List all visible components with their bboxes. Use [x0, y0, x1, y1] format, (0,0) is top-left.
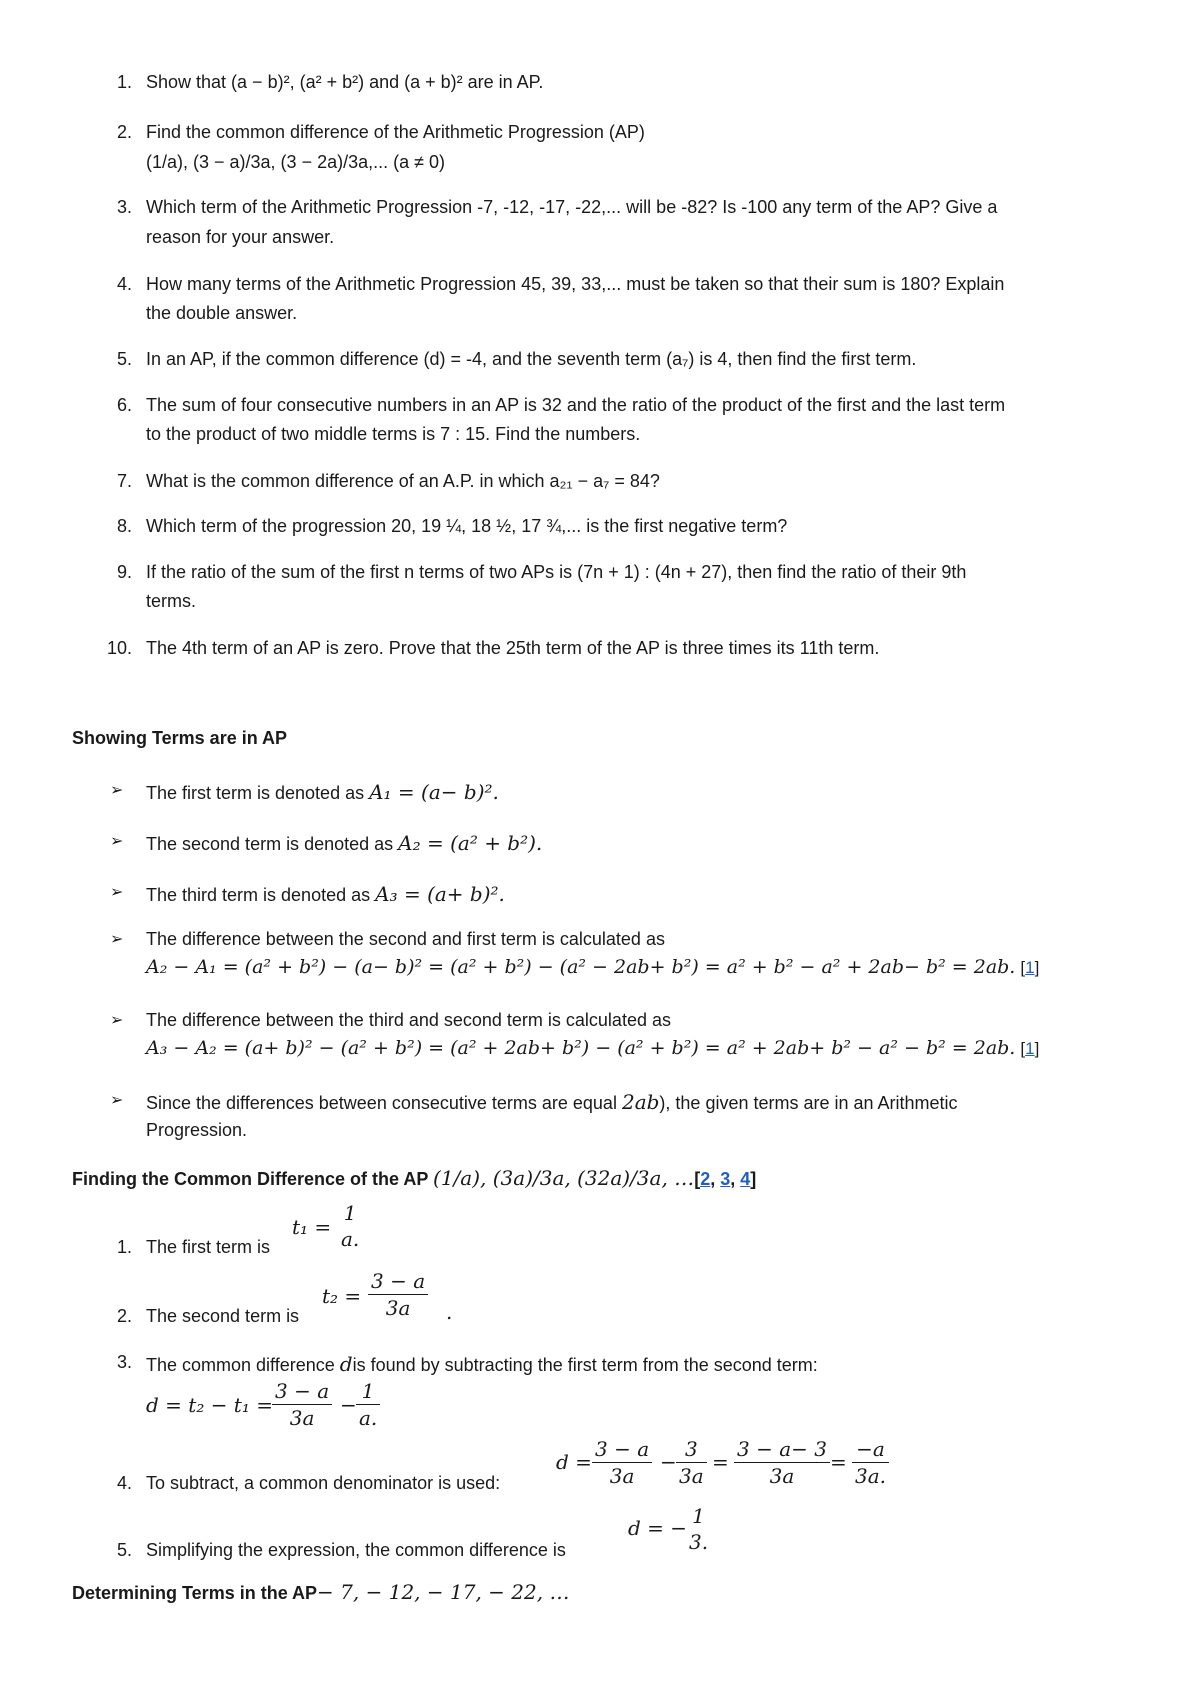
math-expression: A₃ = (a+ b)². [375, 882, 505, 906]
fraction: $\frac{3 - a- 3}{3a}$ [734, 1436, 830, 1489]
fraction: 1 a. [341, 1201, 360, 1251]
arrow-bullet-icon: ➢ [110, 931, 124, 948]
section-heading: Showing Terms are in AP [72, 728, 288, 748]
fraction: $\frac{1}{a.}$ [356, 1378, 380, 1431]
fraction: $\frac{3}{3a}$ [676, 1436, 707, 1489]
fraction: $\frac{3 - a}{3a}$ [272, 1378, 332, 1431]
math-expression: A₃ − A₂ = (a+ b)² − (a² + b²) = (a² + 2ab+ b²) − (a² + b²) = a² + 2ab+ b² − a² − b² = 2ab. [146, 1037, 1016, 1059]
citation-link[interactable]: 4 [740, 1169, 751, 1189]
arrow-bullet-icon: ➢ [110, 1092, 124, 1109]
math-expression: A₁ = (a− b)². [369, 780, 499, 804]
math-expression: A₂ = (a² + b²). [398, 831, 543, 855]
citation-link[interactable]: 1 [1025, 958, 1035, 977]
section-heading: Finding the Common Difference of the AP (1/a), (3a)/3a, (32a)/3a, …[2, 3, 4] [72, 1166, 757, 1190]
section-heading: Determining Terms in the AP− 7, − 12, − 17, − 22, … [72, 1580, 570, 1604]
arrow-bullet-icon: ➢ [110, 782, 124, 799]
arrow-bullet-icon: ➢ [110, 833, 124, 850]
fraction: $\frac{3 - a}{3a}$ [368, 1268, 428, 1321]
fraction: $\frac{-a}{3a.}$ [852, 1436, 889, 1489]
arrow-bullet-icon: ➢ [110, 884, 124, 901]
fraction: $\frac{3 - a}{3a}$ [592, 1436, 652, 1489]
citation-link[interactable]: 1 [1025, 1039, 1035, 1058]
citation-link[interactable]: 3 [720, 1169, 731, 1189]
fraction: 1 3. [689, 1504, 709, 1554]
citation-link[interactable]: 2 [700, 1169, 711, 1189]
math-expression: A₂ − A₁ = (a² + b²) − (a− b)² = (a² + b²) − (a² − 2ab+ b²) = a² + b² − a² + 2ab− b² = 2ab. [146, 956, 1016, 978]
arrow-bullet-icon: ➢ [110, 1012, 124, 1029]
